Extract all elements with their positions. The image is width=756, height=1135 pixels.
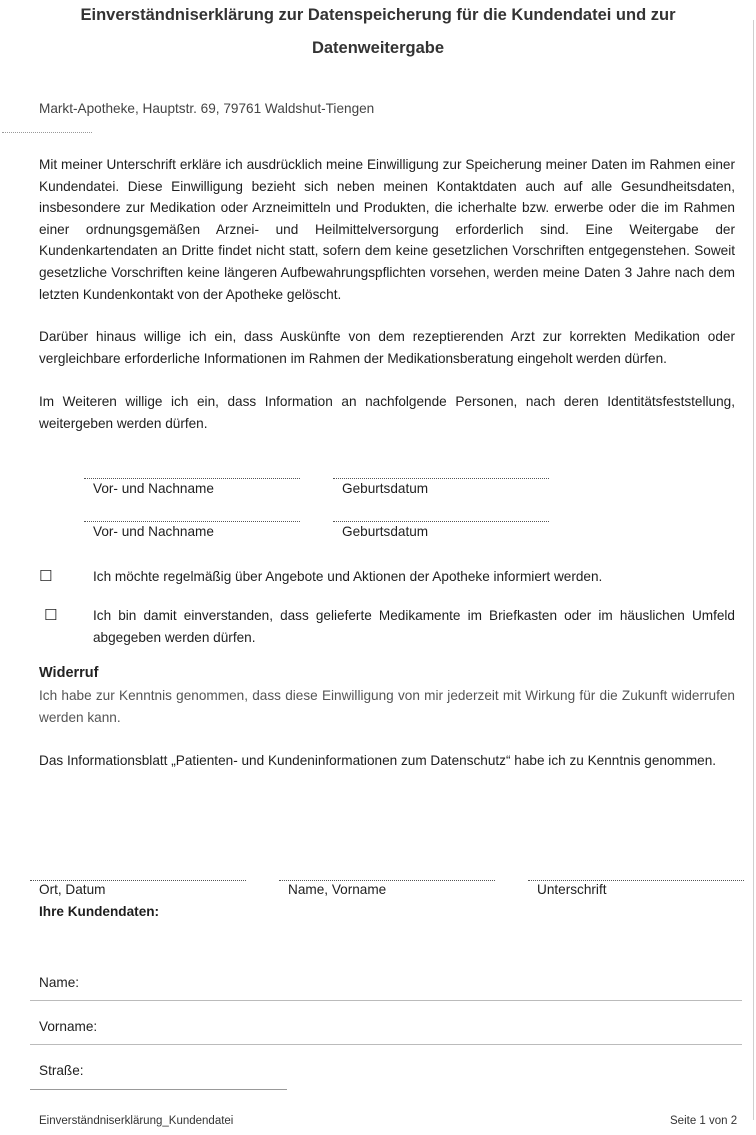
person2-name-label: Vor- und Nachname	[93, 524, 214, 539]
place-date-label: Ort, Datum	[39, 882, 106, 897]
place-date-line[interactable]	[30, 880, 246, 881]
page-title: Einverständniserklärung zur Datenspeicherung für die Kundendatei und zur	[80, 6, 676, 24]
person2-name-line[interactable]	[84, 521, 300, 522]
footer-document-name: Einverständniserklärung_Kundendatei	[39, 1115, 234, 1127]
revocation-text: Ich habe zur Kenntnis genommen, dass diese Einwilligung von mir jederzeit mit Wirkung für die Zukunft widerrufen werden kann.	[39, 688, 735, 725]
info-sheet-text: Das Informationsblatt „Patienten- und Kundeninformationen zum Datenschutz“ habe ich zu Kenntnis genommen.	[39, 753, 717, 768]
person1-birth-label: Geburtsdatum	[342, 481, 429, 496]
page-title-line2: Datenweitergabe	[311, 39, 445, 57]
offers-checkbox-label: Ich möchte regelmäßig über Angebote und Aktionen der Apotheke informiert werden.	[93, 569, 603, 584]
name-field-line[interactable]	[30, 1000, 742, 1001]
person1-birth-line[interactable]	[333, 478, 549, 479]
person1-name-line[interactable]	[84, 478, 300, 479]
name-label: Name, Vorname	[288, 882, 387, 897]
firstname-field-label: Vorname:	[39, 1019, 98, 1034]
person2-birth-label: Geburtsdatum	[342, 524, 429, 539]
person1-name-label: Vor- und Nachname	[93, 481, 214, 496]
delivery-checkbox[interactable]: ☐	[44, 607, 58, 624]
signature-label: Unterschrift	[537, 882, 607, 897]
footer-page-number: Seite 1 von 2	[670, 1115, 738, 1127]
delivery-checkbox-label: Ich bin damit einverstanden, dass gelieferte Medikamente im Briefkasten oder im häuslichen Umfeld abgegeben werden dürfen.	[93, 608, 735, 645]
footer-divider	[30, 1089, 287, 1090]
address-divider	[2, 132, 92, 133]
offers-checkbox[interactable]: ☐	[39, 568, 53, 585]
consent-paragraph-doctor: Darüber hinaus willige ich ein, dass Auskünfte von dem rezeptierenden Arzt zur korrekten Medikation oder vergleichbare erforderliche Informationen im Rahmen der Medikationsberatung eingeholt werden dürfen.	[39, 329, 735, 366]
person2-birth-line[interactable]	[333, 521, 549, 522]
consent-paragraph-persons: Im Weiteren willige ich ein, dass Information an nachfolgende Personen, nach deren Identitätsfeststellung, weitergeben werden dürfen.	[39, 394, 735, 431]
pharmacy-address: Markt-Apotheke, Hauptstr. 69, 79761 Waldshut-Tiengen	[39, 101, 375, 116]
name-field-label: Name:	[39, 975, 80, 990]
consent-paragraph-storage: Mit meiner Unterschrift erkläre ich ausdrücklich meine Einwilligung zur Speicherung meiner Daten im Rahmen einer Kundendatei. Diese Einwilligung bezieht sich neben meinen Kontaktdaten auch auf alle Gesundheitsdaten, insbesondere zur Medikation oder Arzneimitteln und Produkten, die icherhalte bzw. erwerbe oder die im Rahmen einer ordnungsgemäßen Arznei- und Heilmittelversorgung erforderlich sind. Eine Weitergabe der Kundenkartendaten an Dritte findet nicht statt, sofern dem keine gesetzlichen Vorschriften entgegenstehen. Soweit gesetzliche Vorschriften keine längeren Aufbewahrungspflichten vorsehen, werden meine Daten 3 Jahre nach dem letzten Kundenkontakt von der Apotheke gelöscht.	[39, 157, 735, 302]
name-line[interactable]	[279, 880, 495, 881]
street-field-label: Straße:	[39, 1063, 84, 1078]
firstname-field-line[interactable]	[30, 1044, 742, 1045]
customer-data-heading: Ihre Kundendaten:	[39, 904, 160, 919]
page-edge	[753, 20, 754, 1120]
revocation-heading: Widerruf	[39, 665, 99, 681]
signature-line[interactable]	[528, 880, 744, 881]
